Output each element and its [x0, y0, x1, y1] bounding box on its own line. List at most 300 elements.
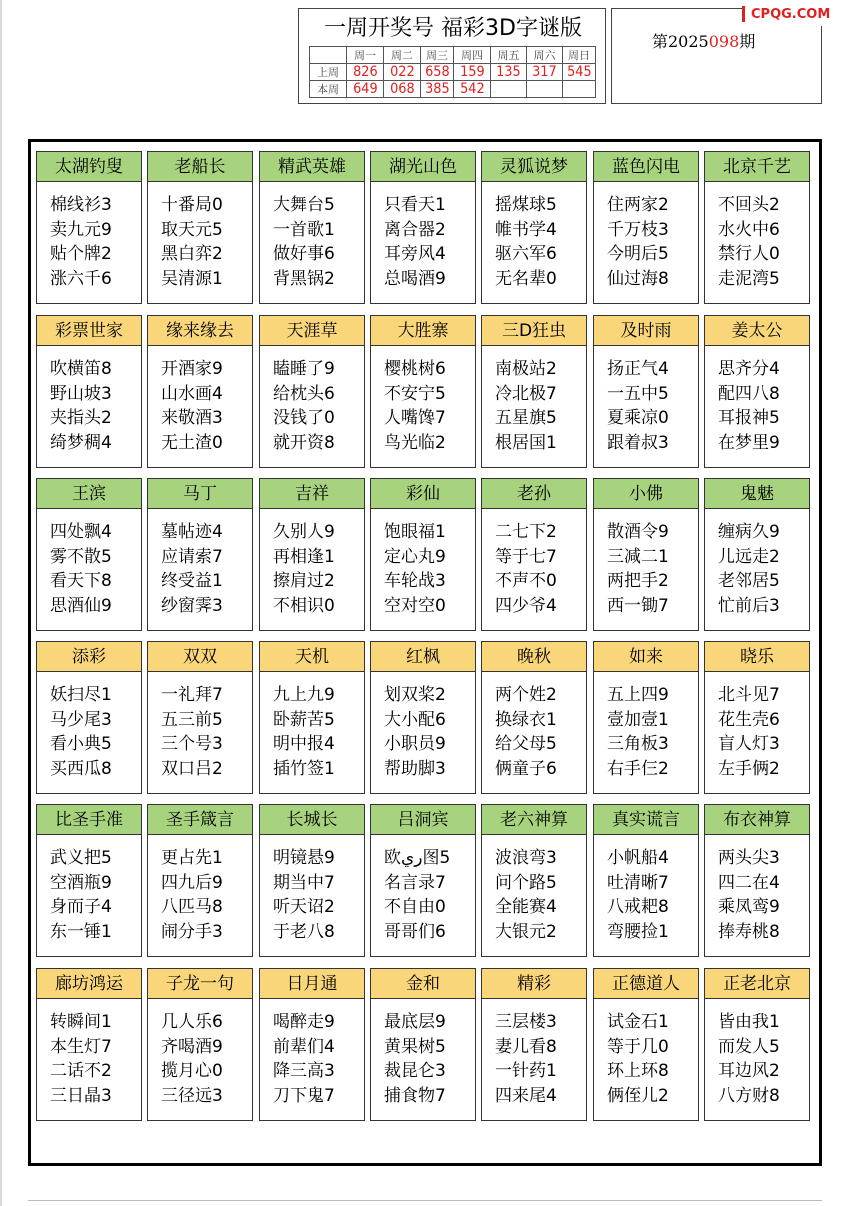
- row-label: 本周: [310, 81, 347, 98]
- puzzle-clue: 四处飘4: [50, 522, 112, 542]
- puzzle-card: [593, 968, 699, 1121]
- puzzle-clue: 仙过海8: [607, 268, 669, 289]
- puzzle-clue: 本生灯7: [50, 1036, 112, 1057]
- puzzle-grid-frame: [28, 139, 822, 1166]
- puzzle-clue: 几人乐6: [161, 1012, 223, 1032]
- puzzle-clue: 三径远3: [161, 1085, 223, 1106]
- puzzle-card: [704, 151, 810, 304]
- puzzle-card: [593, 478, 699, 631]
- last-week-row: [310, 64, 596, 81]
- puzzle-card: [704, 641, 810, 794]
- puzzle-card: [593, 641, 699, 794]
- puzzle-card-lines: [705, 999, 809, 1108]
- weekday-label: 周三: [421, 47, 454, 64]
- row-label: 上周: [310, 64, 347, 81]
- puzzle-clue: 五星旗5: [495, 408, 557, 428]
- puzzle-clue: 喝醉走9: [273, 1012, 335, 1032]
- puzzle-card: [259, 641, 365, 794]
- puzzle-clue: 两把手2: [607, 571, 669, 591]
- puzzle-card-lines: [148, 672, 252, 781]
- puzzle-clue: 人嘴馋7: [384, 408, 446, 428]
- corner-cell: [310, 47, 347, 64]
- puzzle-card: [36, 968, 142, 1121]
- puzzle-card-lines: [37, 835, 141, 944]
- puzzle-clue: 卖九元9: [50, 219, 112, 240]
- puzzle-clue: 划双桨2: [384, 685, 446, 705]
- puzzle-card-lines: [705, 346, 809, 455]
- puzzle-clue: 北斗见7: [718, 685, 780, 705]
- puzzle-card-title: 吉祥: [260, 479, 364, 509]
- puzzle-card-title: 太湖钓叟: [37, 152, 141, 182]
- puzzle-clue: 空对空0: [384, 595, 446, 616]
- puzzle-clue: 等于七7: [495, 546, 557, 567]
- puzzle-clue: 弯腰捡1: [607, 921, 669, 942]
- puzzle-clue: 老邻居5: [718, 571, 780, 591]
- puzzle-clue: 纱窗霁3: [161, 595, 223, 616]
- draw-number: 658: [421, 64, 454, 81]
- puzzle-clue: 走泥湾5: [718, 268, 780, 289]
- puzzle-clue: 前辈们4: [273, 1036, 335, 1057]
- puzzle-card-title: 金和: [371, 969, 475, 999]
- draw-results-inner: [307, 13, 599, 45]
- puzzle-clue: 俩侄儿2: [607, 1085, 669, 1106]
- puzzle-clue: 四来尾4: [495, 1085, 557, 1106]
- weekday-label: 周六: [527, 47, 563, 64]
- puzzle-clue: 环上环8: [607, 1061, 669, 1081]
- puzzle-card-lines: [594, 999, 698, 1108]
- puzzle-clue: 耳报神5: [718, 408, 780, 428]
- puzzle-clue: 乘凤鸾9: [718, 897, 780, 917]
- puzzle-card-title: 姜太公: [705, 316, 809, 346]
- puzzle-card-title: 正德道人: [594, 969, 698, 999]
- puzzle-card-lines: [37, 182, 141, 291]
- puzzle-clue: 忙前后3: [718, 595, 780, 616]
- puzzle-card-title: 彩仙: [371, 479, 475, 509]
- puzzle-card: [147, 315, 253, 468]
- puzzle-card: [259, 478, 365, 631]
- puzzle-clue: 野山坡3: [50, 383, 112, 404]
- puzzle-clue: 妻儿看8: [495, 1036, 557, 1057]
- puzzle-card: [36, 478, 142, 631]
- puzzle-clue: 就开资8: [273, 432, 335, 453]
- puzzle-card-lines: [482, 672, 586, 781]
- puzzle-clue: 应请索7: [161, 546, 223, 567]
- puzzle-clue: 二话不2: [50, 1061, 112, 1081]
- puzzle-card-lines: [260, 509, 364, 618]
- puzzle-clue: 于老八8: [273, 921, 335, 942]
- puzzle-card-title: 及时雨: [594, 316, 698, 346]
- puzzle-card-lines: [371, 835, 475, 944]
- puzzle-clue: 擦肩过2: [273, 571, 335, 591]
- puzzle-clue: 二七下2: [495, 522, 557, 542]
- puzzle-clue: 右手仨2: [607, 758, 669, 779]
- puzzle-clue: 齐喝酒9: [161, 1036, 223, 1057]
- puzzle-clue: 五三前5: [161, 709, 223, 730]
- puzzle-clue: 不自由0: [384, 897, 446, 917]
- puzzle-card-lines: [594, 672, 698, 781]
- puzzle-clue: 看小典5: [50, 734, 112, 754]
- puzzle-clue: 两个姓2: [495, 685, 557, 705]
- puzzle-clue: 开酒家9: [161, 359, 223, 379]
- puzzle-card: [593, 804, 699, 957]
- puzzle-clue: 捕食物7: [384, 1085, 446, 1106]
- puzzle-card: [370, 641, 476, 794]
- puzzle-card-lines: [594, 346, 698, 455]
- puzzle-card: [370, 151, 476, 304]
- site-logo[interactable]: [742, 2, 846, 26]
- issue-prefix: 第2025: [652, 32, 709, 51]
- puzzle-clue: 试金石1: [607, 1012, 669, 1032]
- draw-number: [527, 81, 563, 98]
- puzzle-card-lines: [705, 672, 809, 781]
- page-bottom-rule: [28, 1200, 822, 1201]
- puzzle-card-lines: [482, 835, 586, 944]
- puzzle-clue: 小职员9: [384, 734, 446, 754]
- puzzle-clue: 无土渣0: [161, 432, 223, 453]
- puzzle-clue: 取天元5: [161, 219, 223, 240]
- puzzle-card: [370, 315, 476, 468]
- weekday-label: 周四: [454, 47, 491, 64]
- puzzle-card: [481, 968, 587, 1121]
- puzzle-clue: 明中报4: [273, 734, 335, 754]
- draw-results-box: [298, 8, 606, 104]
- puzzle-clue: 转瞬间1: [50, 1012, 112, 1032]
- puzzle-clue: 五上四9: [607, 685, 669, 705]
- puzzle-clue: 闹分手3: [161, 921, 223, 942]
- puzzle-card-lines: [148, 346, 252, 455]
- puzzle-clue: 三日晶3: [50, 1085, 112, 1106]
- puzzle-clue: 跟着叔3: [607, 432, 669, 453]
- site-logo-text: CPQG.COM: [751, 6, 831, 22]
- puzzle-clue: 儿远走2: [718, 546, 780, 567]
- puzzle-card-lines: [260, 182, 364, 291]
- puzzle-clue: 耳边风2: [718, 1061, 780, 1081]
- puzzle-card-lines: [260, 835, 364, 944]
- issue-id: 098: [708, 32, 740, 51]
- puzzle-card-lines: [148, 835, 252, 944]
- puzzle-clue: 再相逢1: [273, 546, 335, 567]
- puzzle-clue: 给父母5: [495, 734, 557, 754]
- puzzle-clue: 问个路5: [495, 872, 557, 893]
- puzzle-card-title: 廊坊鸿运: [37, 969, 141, 999]
- puzzle-clue: 三角板3: [607, 734, 669, 754]
- puzzle-card-lines: [148, 182, 252, 291]
- page-left-rule: [0, 0, 2, 1206]
- page-title: 一周开奖号 福彩3D字谜版: [324, 16, 582, 41]
- puzzle-card: [36, 151, 142, 304]
- puzzle-card-lines: [37, 509, 141, 618]
- puzzle-card-lines: [260, 999, 364, 1108]
- puzzle-clue: 墓帖迹4: [161, 522, 223, 542]
- puzzle-card: [370, 968, 476, 1121]
- puzzle-clue: 冷北极7: [495, 383, 557, 404]
- puzzle-clue: 饱眼福1: [384, 522, 446, 542]
- puzzle-clue: 期当中7: [273, 872, 335, 893]
- puzzle-card: [481, 641, 587, 794]
- puzzle-clue: 两头尖3: [718, 848, 780, 868]
- issue-suffix: 期: [739, 32, 756, 51]
- puzzle-card: [593, 315, 699, 468]
- puzzle-card-title: 双双: [148, 642, 252, 672]
- puzzle-card-title: 圣手箴言: [148, 805, 252, 835]
- puzzle-clue: 吐清晰7: [607, 872, 669, 893]
- puzzle-clue: 棉线衫3: [50, 195, 112, 215]
- draw-number: 317: [527, 64, 563, 81]
- weekday-label: 周五: [491, 47, 527, 64]
- puzzle-card: [36, 804, 142, 957]
- puzzle-clue: 盲人灯3: [718, 734, 780, 754]
- puzzle-card: [147, 804, 253, 957]
- puzzle-card-title: 子龙一句: [148, 969, 252, 999]
- puzzle-clue: 根居国1: [495, 432, 557, 453]
- puzzle-card-lines: [482, 999, 586, 1108]
- puzzle-clue: 吹横笛8: [50, 359, 112, 379]
- puzzle-clue: 做好事6: [273, 244, 335, 264]
- puzzle-card-lines: [148, 999, 252, 1108]
- puzzle-card-title: 鬼魅: [705, 479, 809, 509]
- puzzle-card: [704, 804, 810, 957]
- puzzle-card-title: 缘来缘去: [148, 316, 252, 346]
- draw-number: 068: [384, 81, 421, 98]
- puzzle-clue: 来敬酒3: [161, 408, 223, 428]
- puzzle-clue: 一五中5: [607, 383, 669, 404]
- puzzle-card-title: 红枫: [371, 642, 475, 672]
- puzzle-card-title: 老六神算: [482, 805, 586, 835]
- puzzle-clue: 俩童子6: [495, 758, 557, 779]
- puzzle-clue: 空酒瓶9: [50, 872, 112, 893]
- puzzle-card-title: 精彩: [482, 969, 586, 999]
- puzzle-clue: 绮梦稠4: [50, 432, 112, 453]
- puzzle-card-title: 天机: [260, 642, 364, 672]
- puzzle-clue: 揽月心0: [161, 1061, 223, 1081]
- puzzle-clue: 夏乘凉0: [607, 408, 669, 428]
- puzzle-card-title: 大胜寨: [371, 316, 475, 346]
- puzzle-clue: 只看天1: [384, 195, 446, 215]
- puzzle-card-lines: [371, 509, 475, 618]
- puzzle-clue: 定心丸9: [384, 546, 446, 567]
- puzzle-clue: 大小配6: [384, 709, 446, 730]
- puzzle-clue: 三个号3: [161, 734, 223, 754]
- puzzle-card-title: 精武英雄: [260, 152, 364, 182]
- puzzle-clue: 鸟光临2: [384, 432, 446, 453]
- puzzle-clue: 今明后5: [607, 244, 669, 264]
- puzzle-clue: 壹加壹1: [607, 709, 669, 730]
- puzzle-clue: 配四八8: [718, 383, 780, 404]
- puzzle-clue: 车轮战3: [384, 571, 446, 591]
- puzzle-clue: 大银元2: [495, 921, 557, 942]
- puzzle-clue: 刀下鬼7: [273, 1085, 335, 1106]
- puzzle-clue: 十番局0: [161, 195, 223, 215]
- puzzle-card: [481, 315, 587, 468]
- puzzle-card-lines: [705, 182, 809, 291]
- weekday-label: 周二: [384, 47, 421, 64]
- puzzle-clue: 而发人5: [718, 1036, 780, 1057]
- puzzle-card-lines: [594, 835, 698, 944]
- puzzle-clue: 买西瓜8: [50, 758, 112, 779]
- puzzle-card-lines: [482, 509, 586, 618]
- puzzle-card-title: 小佛: [594, 479, 698, 509]
- puzzle-card: [259, 151, 365, 304]
- puzzle-clue: 皆由我1: [718, 1012, 780, 1032]
- draw-number: 159: [454, 64, 491, 81]
- puzzle-clue: 雾不散5: [50, 546, 112, 567]
- puzzle-card: [481, 478, 587, 631]
- puzzle-clue: 降三高3: [273, 1061, 335, 1081]
- draw-number: 826: [347, 64, 384, 81]
- puzzle-clue: 帮助脚3: [384, 758, 446, 779]
- puzzle-clue: 换绿衣1: [495, 709, 557, 730]
- this-week-row: [310, 81, 596, 98]
- puzzle-card: [147, 151, 253, 304]
- puzzle-clue: 八戒耙8: [607, 897, 669, 917]
- puzzle-clue: 山水画4: [161, 383, 223, 404]
- puzzle-card-title: 吕洞宾: [371, 805, 475, 835]
- puzzle-clue: 波浪弯3: [495, 848, 557, 868]
- puzzle-clue: 全能赛4: [495, 897, 557, 917]
- puzzle-clue: 裁昆仑3: [384, 1061, 446, 1081]
- puzzle-clue: 思酒仙9: [50, 595, 112, 616]
- puzzle-card-lines: [371, 346, 475, 455]
- puzzle-clue: 东一锤1: [50, 921, 112, 942]
- puzzle-card-lines: [148, 509, 252, 618]
- puzzle-clue: 更占先1: [161, 848, 223, 868]
- puzzle-clue: 总喝酒9: [384, 268, 446, 289]
- puzzle-card: [147, 968, 253, 1121]
- puzzle-clue: 卧薪苦5: [273, 709, 335, 730]
- puzzle-card: [259, 804, 365, 957]
- puzzle-card-title: 添彩: [37, 642, 141, 672]
- puzzle-card-title: 晚秋: [482, 642, 586, 672]
- puzzle-card: [481, 151, 587, 304]
- draw-number: 135: [491, 64, 527, 81]
- puzzle-card-title: 天涯草: [260, 316, 364, 346]
- draw-number: 385: [421, 81, 454, 98]
- puzzle-clue: 无名辈0: [495, 268, 557, 289]
- puzzle-card: [147, 641, 253, 794]
- puzzle-card-lines: [482, 182, 586, 291]
- puzzle-clue: 不回头2: [718, 195, 780, 215]
- puzzle-clue: 贴个牌2: [50, 244, 112, 264]
- puzzle-clue: 夹指头2: [50, 408, 112, 428]
- puzzle-clue: 一礼拜7: [161, 685, 223, 705]
- puzzle-clue: 八匹马8: [161, 897, 223, 917]
- puzzle-clue: 帷书学4: [495, 219, 557, 240]
- puzzle-card-title: 彩票世家: [37, 316, 141, 346]
- puzzle-clue: 终受益1: [161, 571, 223, 591]
- puzzle-clue: 马少尾3: [50, 709, 112, 730]
- puzzle-clue: 捧寿桃8: [718, 921, 780, 942]
- puzzle-card-title: 布衣神算: [705, 805, 809, 835]
- puzzle-clue: 不声不0: [495, 571, 557, 591]
- weekday-label: 周日: [563, 47, 596, 64]
- draw-number: 649: [347, 81, 384, 98]
- puzzle-clue: 一首歌1: [273, 219, 335, 240]
- draw-number: 022: [384, 64, 421, 81]
- puzzle-clue: 九上九9: [273, 685, 335, 705]
- puzzle-card: [704, 315, 810, 468]
- puzzle-clue: 离合器2: [384, 219, 446, 240]
- puzzle-clue: 插竹签1: [273, 758, 335, 779]
- puzzle-card: [259, 315, 365, 468]
- puzzle-clue: 禁行人0: [718, 244, 780, 264]
- puzzle-clue: 名言录7: [384, 872, 446, 893]
- weekday-label: 周一: [347, 47, 384, 64]
- puzzle-clue: 欧ري图5: [384, 848, 451, 868]
- puzzle-clue: 四九后9: [161, 872, 223, 893]
- puzzle-clue: 双口吕2: [161, 758, 223, 779]
- logo-bar-icon: [742, 6, 745, 22]
- puzzle-card-title: 蓝色闪电: [594, 152, 698, 182]
- puzzle-clue: 身而子4: [50, 897, 112, 917]
- puzzle-clue: 久别人9: [273, 522, 335, 542]
- puzzle-card-lines: [37, 672, 141, 781]
- puzzle-clue: 千万枝3: [607, 219, 669, 240]
- puzzle-card-title: 马丁: [148, 479, 252, 509]
- puzzle-clue: 耳旁风4: [384, 244, 446, 264]
- puzzle-card-lines: [260, 672, 364, 781]
- puzzle-card-title: 比圣手准: [37, 805, 141, 835]
- puzzle-clue: 思齐分4: [718, 359, 780, 379]
- puzzle-card-title: 真实谎言: [594, 805, 698, 835]
- puzzle-card-title: 如来: [594, 642, 698, 672]
- weekday-header-row: [310, 47, 596, 64]
- puzzle-clue: 散酒令9: [607, 522, 669, 542]
- puzzle-clue: 武义把5: [50, 848, 112, 868]
- draw-number: [563, 81, 596, 98]
- draw-number: [491, 81, 527, 98]
- puzzle-card-lines: [705, 509, 809, 618]
- puzzle-card: [147, 478, 253, 631]
- puzzle-card: [593, 151, 699, 304]
- puzzle-clue: 驱六军6: [495, 244, 557, 264]
- puzzle-clue: 等于几0: [607, 1036, 669, 1057]
- draw-results-table: [309, 46, 596, 98]
- puzzle-card-title: 晓乐: [705, 642, 809, 672]
- puzzle-clue: 大舞台5: [273, 195, 335, 215]
- puzzle-clue: 南极站2: [495, 359, 557, 379]
- puzzle-clue: 不相识0: [273, 595, 335, 616]
- puzzle-card: [259, 968, 365, 1121]
- issue-number: [652, 29, 755, 52]
- puzzle-card-title: 王滨: [37, 479, 141, 509]
- puzzle-card-title: 灵狐说梦: [482, 152, 586, 182]
- puzzle-clue: 小帆船4: [607, 848, 669, 868]
- puzzle-card-title: 北京千艺: [705, 152, 809, 182]
- puzzle-card-lines: [705, 835, 809, 944]
- puzzle-clue: 三层楼3: [495, 1012, 557, 1032]
- puzzle-card-lines: [260, 346, 364, 455]
- puzzle-card-title: 老船长: [148, 152, 252, 182]
- puzzle-clue: 水火中6: [718, 219, 780, 240]
- puzzle-card-title: 日月通: [260, 969, 364, 999]
- puzzle-clue: 妖扫尽1: [50, 685, 112, 705]
- puzzle-clue: 吴清源1: [161, 268, 223, 289]
- puzzle-card-lines: [371, 182, 475, 291]
- puzzle-card-lines: [37, 346, 141, 455]
- puzzle-card: [36, 641, 142, 794]
- puzzle-clue: 最底层9: [384, 1012, 446, 1032]
- puzzle-card: [704, 968, 810, 1121]
- puzzle-clue: 左手俩2: [718, 758, 780, 779]
- puzzle-card: [370, 478, 476, 631]
- puzzle-clue: 瞌睡了9: [273, 359, 335, 379]
- puzzle-card-lines: [594, 182, 698, 291]
- puzzle-clue: 四二在4: [718, 872, 780, 893]
- puzzle-card-lines: [594, 509, 698, 618]
- puzzle-clue: 摇煤球5: [495, 195, 557, 215]
- puzzle-clue: 看天下8: [50, 571, 112, 591]
- puzzle-clue: 涨六千6: [50, 268, 112, 289]
